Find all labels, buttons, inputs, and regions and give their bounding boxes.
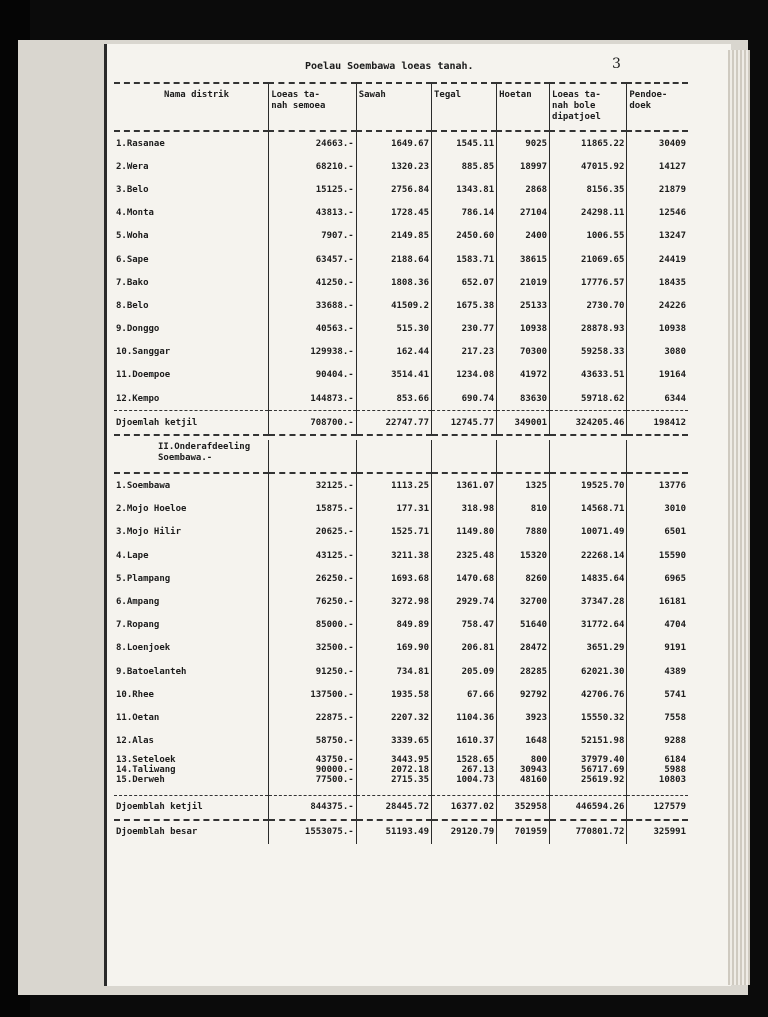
value-cell: 1648	[497, 730, 550, 753]
value-cell: 1006.55	[550, 225, 627, 248]
value-cell: 1234.08	[432, 364, 497, 387]
district-name-cell: Djoemblah besar	[114, 820, 269, 844]
subtotal-row	[114, 795, 688, 820]
value-cell: 92792	[497, 683, 550, 706]
district-name-cell: 11.Oetan	[116, 712, 160, 723]
land-area-table	[114, 82, 688, 844]
value-cell: 1553075.-	[269, 820, 357, 844]
value-cell: 28472	[497, 637, 550, 660]
value-cell: 206.81	[432, 637, 497, 660]
page-stack-edge	[728, 50, 750, 985]
value-cell: 701959	[497, 820, 550, 844]
value-cell: 3443.95 2072.18 2715.35	[356, 753, 431, 796]
value-cell: 1361.07	[432, 473, 497, 497]
value-cell: 849.89	[356, 614, 431, 637]
value-cell: 12546	[627, 202, 688, 225]
value-cell: 51193.49	[356, 820, 431, 844]
table-row	[114, 683, 688, 706]
value-cell: 25133	[497, 294, 550, 317]
value-cell: 68210.-	[269, 155, 357, 178]
value-cell: 6184 5988 10803	[627, 753, 688, 796]
value-cell: 19525.70	[550, 473, 627, 497]
value-cell: 32500.-	[269, 637, 357, 660]
column-header: Loeas ta- nah bole dipatjoel	[550, 83, 627, 131]
value-cell: 652.07	[432, 271, 497, 294]
value-cell: 1935.58	[356, 683, 431, 706]
value-cell: 3514.41	[356, 364, 431, 387]
value-cell: 1808.36	[356, 271, 431, 294]
table-row	[114, 271, 688, 294]
value-cell: 1320.23	[356, 155, 431, 178]
district-name-cell: Djoemblah ketjil	[114, 795, 269, 820]
district-name-cell: 10.Rhee	[116, 689, 154, 700]
value-cell: 1343.81	[432, 178, 497, 201]
value-cell: 1528.65 267.13 1004.73	[432, 753, 497, 796]
value-cell: 16377.02	[432, 795, 497, 820]
value-cell: 2756.84	[356, 178, 431, 201]
table-row	[114, 567, 688, 590]
value-cell: 76250.-	[269, 590, 357, 613]
table-row	[114, 294, 688, 317]
value-cell: 162.44	[356, 341, 431, 364]
table-row	[114, 590, 688, 613]
value-cell: 41250.-	[269, 271, 357, 294]
value-cell: 4704	[627, 614, 688, 637]
value-cell: 137500.-	[269, 683, 357, 706]
district-name-cell: 9.Donggo	[116, 324, 160, 335]
value-cell: 127579	[627, 795, 688, 820]
value-cell: 8156.35	[550, 178, 627, 201]
value-cell: 1583.71	[432, 248, 497, 271]
value-cell: 1325	[497, 473, 550, 497]
value-cell: 29120.79	[432, 820, 497, 844]
value-cell: 26250.-	[269, 567, 357, 590]
district-name-cell: 2.Wera	[116, 161, 149, 172]
district-name-cell: 4.Lape	[116, 550, 149, 561]
district-name-cell: 3.Mojo Hilir	[116, 527, 182, 538]
value-cell: 27104	[497, 202, 550, 225]
district-name-cell: 6.Ampang	[116, 596, 160, 607]
district-name-cell: 5.Woha	[116, 231, 149, 242]
value-cell: 38615	[497, 248, 550, 271]
value-cell: 37979.40 56717.69 25619.92	[550, 753, 627, 796]
value-cell: 22268.14	[550, 544, 627, 567]
table-row	[114, 498, 688, 521]
table-row	[114, 318, 688, 341]
value-cell: 690.74	[432, 387, 497, 411]
table-row	[114, 473, 688, 497]
column-header: Hoetan	[497, 83, 550, 131]
value-cell: 9288	[627, 730, 688, 753]
value-cell: 318.98	[432, 498, 497, 521]
value-cell: 758.47	[432, 614, 497, 637]
value-cell: 734.81	[356, 660, 431, 683]
value-cell: 90404.-	[269, 364, 357, 387]
value-cell: 169.90	[356, 637, 431, 660]
value-cell: 43750.- 90000.- 77500.-	[269, 753, 357, 796]
value-cell: 1525.71	[356, 521, 431, 544]
value-cell: 2868	[497, 178, 550, 201]
value-cell: 230.77	[432, 318, 497, 341]
value-cell: 3010	[627, 498, 688, 521]
value-cell: 32700	[497, 590, 550, 613]
table-row	[114, 248, 688, 271]
value-cell: 1675.38	[432, 294, 497, 317]
value-cell: 59718.62	[550, 387, 627, 411]
value-cell: 810	[497, 498, 550, 521]
value-cell: 1728.45	[356, 202, 431, 225]
district-name-cell: 7.Ropang	[116, 620, 160, 631]
value-cell: 37347.28	[550, 590, 627, 613]
value-cell: 1610.37	[432, 730, 497, 753]
value-cell: 43633.51	[550, 364, 627, 387]
value-cell: 7880	[497, 521, 550, 544]
table-row	[114, 521, 688, 544]
value-cell: 67.66	[432, 683, 497, 706]
value-cell: 24298.11	[550, 202, 627, 225]
district-name-cell: 12.Kempo	[116, 393, 160, 404]
value-cell: 31772.64	[550, 614, 627, 637]
value-cell: 28445.72	[356, 795, 431, 820]
value-cell: 13776	[627, 473, 688, 497]
value-cell: 58750.-	[269, 730, 357, 753]
table-row	[114, 387, 688, 411]
district-name-cell: 3.Belo	[116, 184, 149, 195]
value-cell: 21019	[497, 271, 550, 294]
value-cell: 1149.80	[432, 521, 497, 544]
district-name-cell: 7.Bako	[116, 277, 149, 288]
section-heading-row	[114, 440, 688, 473]
district-name-cell: 5.Plampang	[116, 573, 171, 584]
value-cell: 17776.57	[550, 271, 627, 294]
table-row	[114, 341, 688, 364]
document-title: Poelau Soembawa loeas tanah.	[305, 61, 474, 72]
table-row	[114, 706, 688, 729]
value-cell: 8260	[497, 567, 550, 590]
value-cell: 515.30	[356, 318, 431, 341]
district-name-cell: 11.Doempoe	[116, 370, 171, 381]
value-cell: 3923	[497, 706, 550, 729]
value-cell: 1113.25	[356, 473, 431, 497]
value-cell: 198412	[627, 411, 688, 436]
district-name-cell: 2.Mojo Hoeloe	[116, 504, 187, 515]
value-cell: 40563.-	[269, 318, 357, 341]
district-name-cell: Djoemlah ketjil	[114, 411, 269, 436]
value-cell: 20625.-	[269, 521, 357, 544]
table-row	[114, 637, 688, 660]
value-cell: 2929.74	[432, 590, 497, 613]
district-name-cell: 12.Alas	[116, 736, 154, 747]
column-header: Nama distrik	[164, 90, 230, 100]
table-row	[114, 178, 688, 201]
value-cell: 32125.-	[269, 473, 357, 497]
district-name-cell: 1.Rasanae	[116, 138, 165, 149]
district-name-cell: 9.Batoelanteh	[116, 666, 187, 677]
value-cell: 30409	[627, 131, 688, 155]
value-cell: 14127	[627, 155, 688, 178]
column-header: Tegal	[432, 83, 497, 131]
value-cell: 51640	[497, 614, 550, 637]
value-cell: 2325.48	[432, 544, 497, 567]
value-cell: 22875.-	[269, 706, 357, 729]
value-cell: 91250.-	[269, 660, 357, 683]
value-cell: 1649.67	[356, 131, 431, 155]
value-cell: 21069.65	[550, 248, 627, 271]
value-cell: 3211.38	[356, 544, 431, 567]
table-row	[114, 730, 688, 753]
value-cell: 11865.22	[550, 131, 627, 155]
value-cell: 144873.-	[269, 387, 357, 411]
value-cell: 2188.64	[356, 248, 431, 271]
value-cell: 62021.30	[550, 660, 627, 683]
value-cell: 352958	[497, 795, 550, 820]
value-cell: 15125.-	[269, 178, 357, 201]
grand-total-row	[114, 820, 688, 844]
value-cell: 1545.11	[432, 131, 497, 155]
value-cell: 2207.32	[356, 706, 431, 729]
table-header-row	[114, 83, 688, 131]
table-row	[114, 155, 688, 178]
table-row	[114, 364, 688, 387]
district-name-cell: 10.Sanggar	[116, 347, 171, 358]
value-cell: 4389	[627, 660, 688, 683]
value-cell: 177.31	[356, 498, 431, 521]
value-cell: 6344	[627, 387, 688, 411]
district-name-cell: 13.Seteloek 14.Taliwang 15.Derweh	[116, 754, 176, 785]
value-cell: 3272.98	[356, 590, 431, 613]
value-cell: 14568.71	[550, 498, 627, 521]
value-cell: 9191	[627, 637, 688, 660]
value-cell: 41972	[497, 364, 550, 387]
section-title: II.Onderafdeeling Soembawa.-	[114, 440, 269, 473]
value-cell: 15875.-	[269, 498, 357, 521]
value-cell: 324205.46	[550, 411, 627, 436]
value-cell: 10938	[627, 318, 688, 341]
value-cell: 42706.76	[550, 683, 627, 706]
value-cell: 349001	[497, 411, 550, 436]
value-cell: 24226	[627, 294, 688, 317]
value-cell: 7558	[627, 706, 688, 729]
value-cell: 9025	[497, 131, 550, 155]
value-cell: 52151.98	[550, 730, 627, 753]
district-name-cell: 6.Sape	[116, 254, 149, 265]
value-cell: 2400	[497, 225, 550, 248]
value-cell: 786.14	[432, 202, 497, 225]
subtotal-row	[114, 411, 688, 436]
value-cell: 43125.-	[269, 544, 357, 567]
value-cell: 6965	[627, 567, 688, 590]
value-cell: 63457.-	[269, 248, 357, 271]
value-cell: 19164	[627, 364, 688, 387]
value-cell: 83630	[497, 387, 550, 411]
value-cell: 85000.-	[269, 614, 357, 637]
value-cell: 3339.65	[356, 730, 431, 753]
value-cell: 10071.49	[550, 521, 627, 544]
district-name-cell: 4.Monta	[116, 208, 154, 219]
table-row	[114, 660, 688, 683]
value-cell: 2730.70	[550, 294, 627, 317]
value-cell: 13247	[627, 225, 688, 248]
value-cell: 446594.26	[550, 795, 627, 820]
value-cell: 770801.72	[550, 820, 627, 844]
value-cell: 16181	[627, 590, 688, 613]
value-cell: 18435	[627, 271, 688, 294]
value-cell: 33688.-	[269, 294, 357, 317]
value-cell: 129938.-	[269, 341, 357, 364]
value-cell: 3651.29	[550, 637, 627, 660]
value-cell: 43813.-	[269, 202, 357, 225]
table-row	[114, 544, 688, 567]
value-cell: 708700.-	[269, 411, 357, 436]
value-cell: 15590	[627, 544, 688, 567]
value-cell: 1470.68	[432, 567, 497, 590]
value-cell: 70300	[497, 341, 550, 364]
value-cell: 2149.85	[356, 225, 431, 248]
column-header: Loeas ta- nah semoea	[269, 83, 357, 131]
table-row	[114, 131, 688, 155]
table-row	[114, 225, 688, 248]
value-cell: 24663.-	[269, 131, 357, 155]
value-cell: 14835.64	[550, 567, 627, 590]
value-cell: 59258.33	[550, 341, 627, 364]
value-cell: 844375.-	[269, 795, 357, 820]
column-header: Sawah	[356, 83, 431, 131]
value-cell: 2450.60	[432, 225, 497, 248]
value-cell: 22747.77	[356, 411, 431, 436]
value-cell: 1693.68	[356, 567, 431, 590]
district-name-cell: 1.Soembawa	[116, 481, 171, 492]
value-cell: 15550.32	[550, 706, 627, 729]
district-name-cell: 8.Loenjoek	[116, 643, 171, 654]
table-row-group	[114, 753, 688, 796]
table-row	[114, 202, 688, 225]
value-cell: 325991	[627, 820, 688, 844]
value-cell: 15320	[497, 544, 550, 567]
value-cell: 1104.36	[432, 706, 497, 729]
value-cell: 12745.77	[432, 411, 497, 436]
column-header: Pendoe- doek	[627, 83, 688, 131]
value-cell: 28285	[497, 660, 550, 683]
value-cell: 41509.2	[356, 294, 431, 317]
value-cell: 3080	[627, 341, 688, 364]
value-cell: 24419	[627, 248, 688, 271]
value-cell: 205.09	[432, 660, 497, 683]
value-cell: 217.23	[432, 341, 497, 364]
value-cell: 6501	[627, 521, 688, 544]
value-cell: 10938	[497, 318, 550, 341]
value-cell: 5741	[627, 683, 688, 706]
value-cell: 47015.92	[550, 155, 627, 178]
value-cell: 28878.93	[550, 318, 627, 341]
value-cell: 18997	[497, 155, 550, 178]
page-number: 3	[612, 56, 621, 72]
value-cell: 853.66	[356, 387, 431, 411]
district-name-cell: 8.Belo	[116, 300, 149, 311]
value-cell: 21879	[627, 178, 688, 201]
table-row	[114, 614, 688, 637]
value-cell: 800 30943 48160	[497, 753, 550, 796]
value-cell: 885.85	[432, 155, 497, 178]
value-cell: 7907.-	[269, 225, 357, 248]
